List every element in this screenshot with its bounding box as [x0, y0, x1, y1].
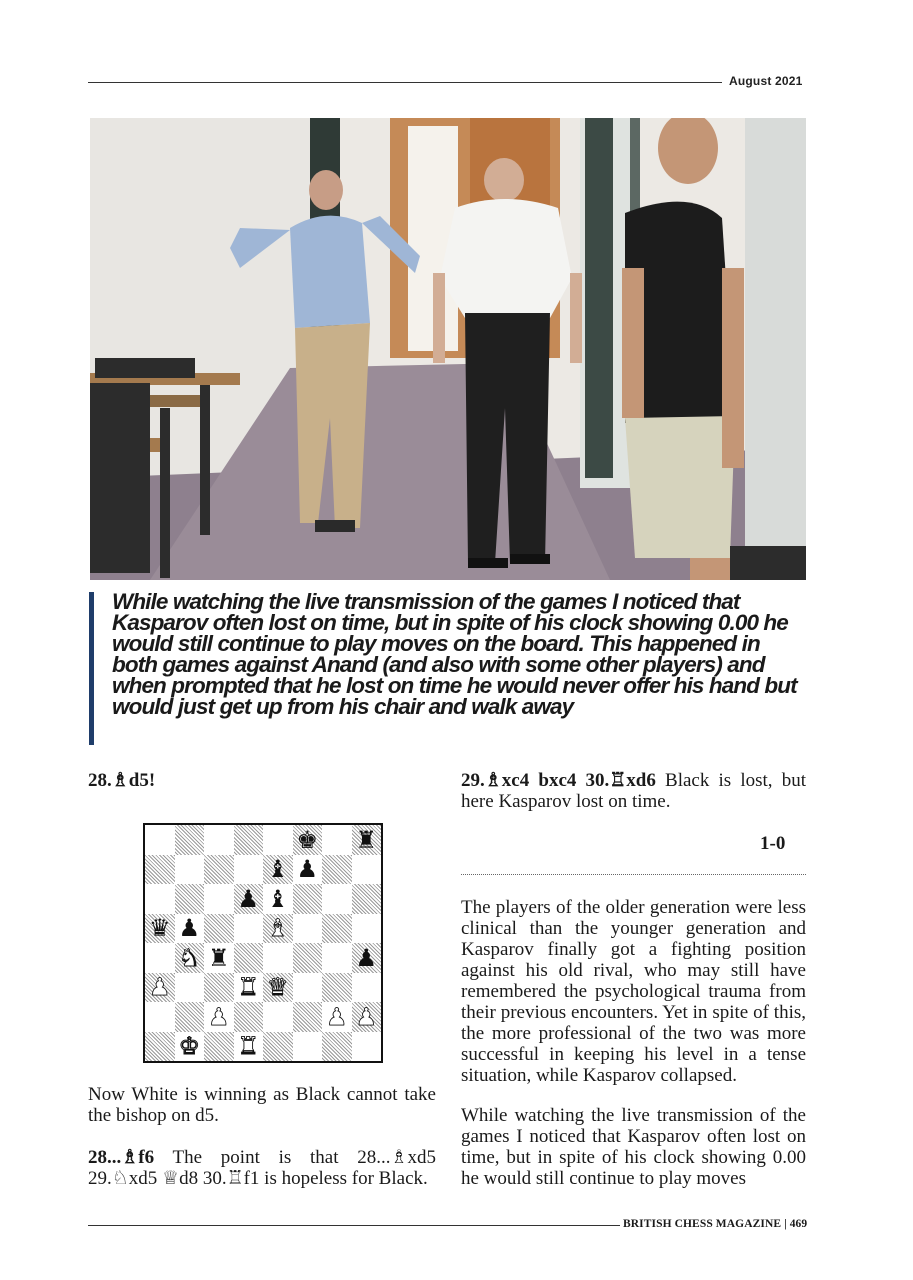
square-a3	[145, 973, 175, 1003]
square-e4	[263, 943, 293, 973]
square-a5	[145, 914, 175, 944]
black-pawn-icon: ♟	[355, 943, 377, 972]
square-d1	[234, 1032, 264, 1062]
square-f2	[293, 1002, 323, 1032]
square-a4	[145, 943, 175, 973]
white-bishop-icon: ♝	[266, 914, 289, 943]
square-e5	[263, 914, 293, 944]
body-paragraph-1	[461, 897, 806, 1086]
square-d4	[234, 943, 264, 973]
square-d2	[234, 1002, 264, 1032]
square-g8	[322, 825, 352, 855]
square-e1	[263, 1032, 293, 1062]
issue-date: August 2021	[729, 74, 803, 88]
square-h4	[352, 943, 382, 973]
square-c3	[204, 973, 234, 1003]
square-b6	[175, 884, 205, 914]
square-e6	[263, 884, 293, 914]
game-result: 1-0	[760, 833, 786, 854]
square-c5	[204, 914, 234, 944]
black-pawn-icon: ♟	[296, 855, 318, 884]
square-g7	[322, 855, 352, 885]
square-h2	[352, 1002, 382, 1032]
white-knight-icon: ♞	[178, 943, 200, 972]
square-a1	[145, 1032, 175, 1062]
dotted-separator	[461, 874, 806, 875]
black-pawn-icon: ♟	[178, 914, 200, 943]
move-28-black-bold: 28...♗f6	[88, 1147, 155, 1168]
square-f6	[293, 884, 323, 914]
square-h8	[352, 825, 382, 855]
square-h6	[352, 884, 382, 914]
header-rule	[88, 82, 722, 83]
square-h5	[352, 914, 382, 944]
square-d7	[234, 855, 264, 885]
move-28: 28.♗d5!	[88, 770, 156, 791]
square-h1	[352, 1032, 382, 1062]
black-queen-icon: ♛	[148, 914, 171, 943]
square-b1	[175, 1032, 205, 1062]
square-b4	[175, 943, 205, 973]
square-b2	[175, 1002, 205, 1032]
body-paragraph-2-text: While watching the live transmission of the games I noticed that Kasparov often lost on time, but in spite of his clock showing 0.00 he would still continue to play moves	[461, 1105, 806, 1189]
body-paragraph-2	[461, 1105, 806, 1189]
square-e2	[263, 1002, 293, 1032]
body-paragraph-1-text: The players of the older generation were less clinical than the younger generation and Kasparov finally got a fighting position against his old rival, who may still have remembered the psychological trauma from their previous encounters. Yet in spite of this, the more professional of the two was more successful in keeping his level in a tense situation, while Kasparov collapsed.	[461, 897, 806, 1086]
square-f4	[293, 943, 323, 973]
black-pawn-icon: ♟	[237, 884, 259, 913]
square-c7	[204, 855, 234, 885]
square-b3	[175, 973, 205, 1003]
black-rook-icon: ♜	[355, 825, 377, 854]
footer-page: BRITISH CHESS MAGAZINE | 469	[623, 1218, 808, 1230]
square-c6	[204, 884, 234, 914]
white-pawn-icon: ♟	[355, 1002, 377, 1031]
square-b5	[175, 914, 205, 944]
square-e7	[263, 855, 293, 885]
square-d3	[234, 973, 264, 1003]
square-a7	[145, 855, 175, 885]
black-rook-icon: ♜	[207, 943, 230, 972]
square-g2	[322, 1002, 352, 1032]
square-f1	[293, 1032, 323, 1062]
text-after-diagram-para: Now White is winning as Black cannot take the bishop on d5.	[88, 1084, 436, 1126]
white-queen-icon: ♛	[266, 973, 289, 1002]
square-a8	[145, 825, 175, 855]
white-pawn-icon: ♟	[325, 1002, 348, 1031]
square-g6	[322, 884, 352, 914]
moves-29-30	[461, 770, 806, 812]
moves-29-30-text: Black is lost, but here Kasparov lost on time.	[461, 770, 806, 812]
square-g5	[322, 914, 352, 944]
square-g1	[322, 1032, 352, 1062]
square-h7	[352, 855, 382, 885]
square-c8	[204, 825, 234, 855]
square-b7	[175, 855, 205, 885]
square-f8	[293, 825, 323, 855]
moves-29-30-bold: 29.♗xc4 bxc4 30.♖xd6	[461, 770, 656, 791]
text-after-diagram	[88, 1084, 436, 1126]
white-pawn-icon: ♟	[207, 1002, 230, 1031]
square-f5	[293, 914, 323, 944]
white-rook-icon: ♜	[237, 973, 259, 1002]
white-pawn-icon: ♟	[148, 973, 171, 1002]
square-g4	[322, 943, 352, 973]
square-f7	[293, 855, 323, 885]
square-b8	[175, 825, 205, 855]
black-bishop-icon: ♝	[266, 884, 289, 913]
square-f3	[293, 973, 323, 1003]
article-photo	[90, 118, 806, 580]
quote-accent-bar	[89, 592, 94, 745]
move-28-black	[88, 1147, 436, 1189]
square-h3	[352, 973, 382, 1003]
pull-quote: While watching the live transmission of the games I noticed that Kasparov often lost on time, but in spite of his clock showing 0.00 he would still continue to play moves on the board. This happened in both games against Anand (and also with some other players) and when prompted that he lost on time he would never offer his hand but would just get up from his chair and walk away	[112, 589, 797, 719]
white-king-icon: ♚	[178, 1032, 200, 1061]
square-a6	[145, 884, 175, 914]
square-g3	[322, 973, 352, 1003]
square-d6	[234, 884, 264, 914]
square-d5	[234, 914, 264, 944]
white-rook-icon: ♜	[237, 1032, 259, 1061]
photo-icon	[90, 118, 806, 580]
chess-diagram	[143, 823, 383, 1063]
move-28-black-text: The point is that 28...♗xd5 29.♘xd5 ♕d8 30.♖f1 is hopeless for Black.	[88, 1147, 436, 1189]
square-e8	[263, 825, 293, 855]
square-c1	[204, 1032, 234, 1062]
square-c2	[204, 1002, 234, 1032]
square-c4	[204, 943, 234, 973]
square-a2	[145, 1002, 175, 1032]
black-bishop-icon: ♝	[266, 855, 289, 884]
footer-rule	[88, 1225, 620, 1226]
black-king-icon: ♚	[296, 825, 318, 854]
square-e3	[263, 973, 293, 1003]
square-d8	[234, 825, 264, 855]
